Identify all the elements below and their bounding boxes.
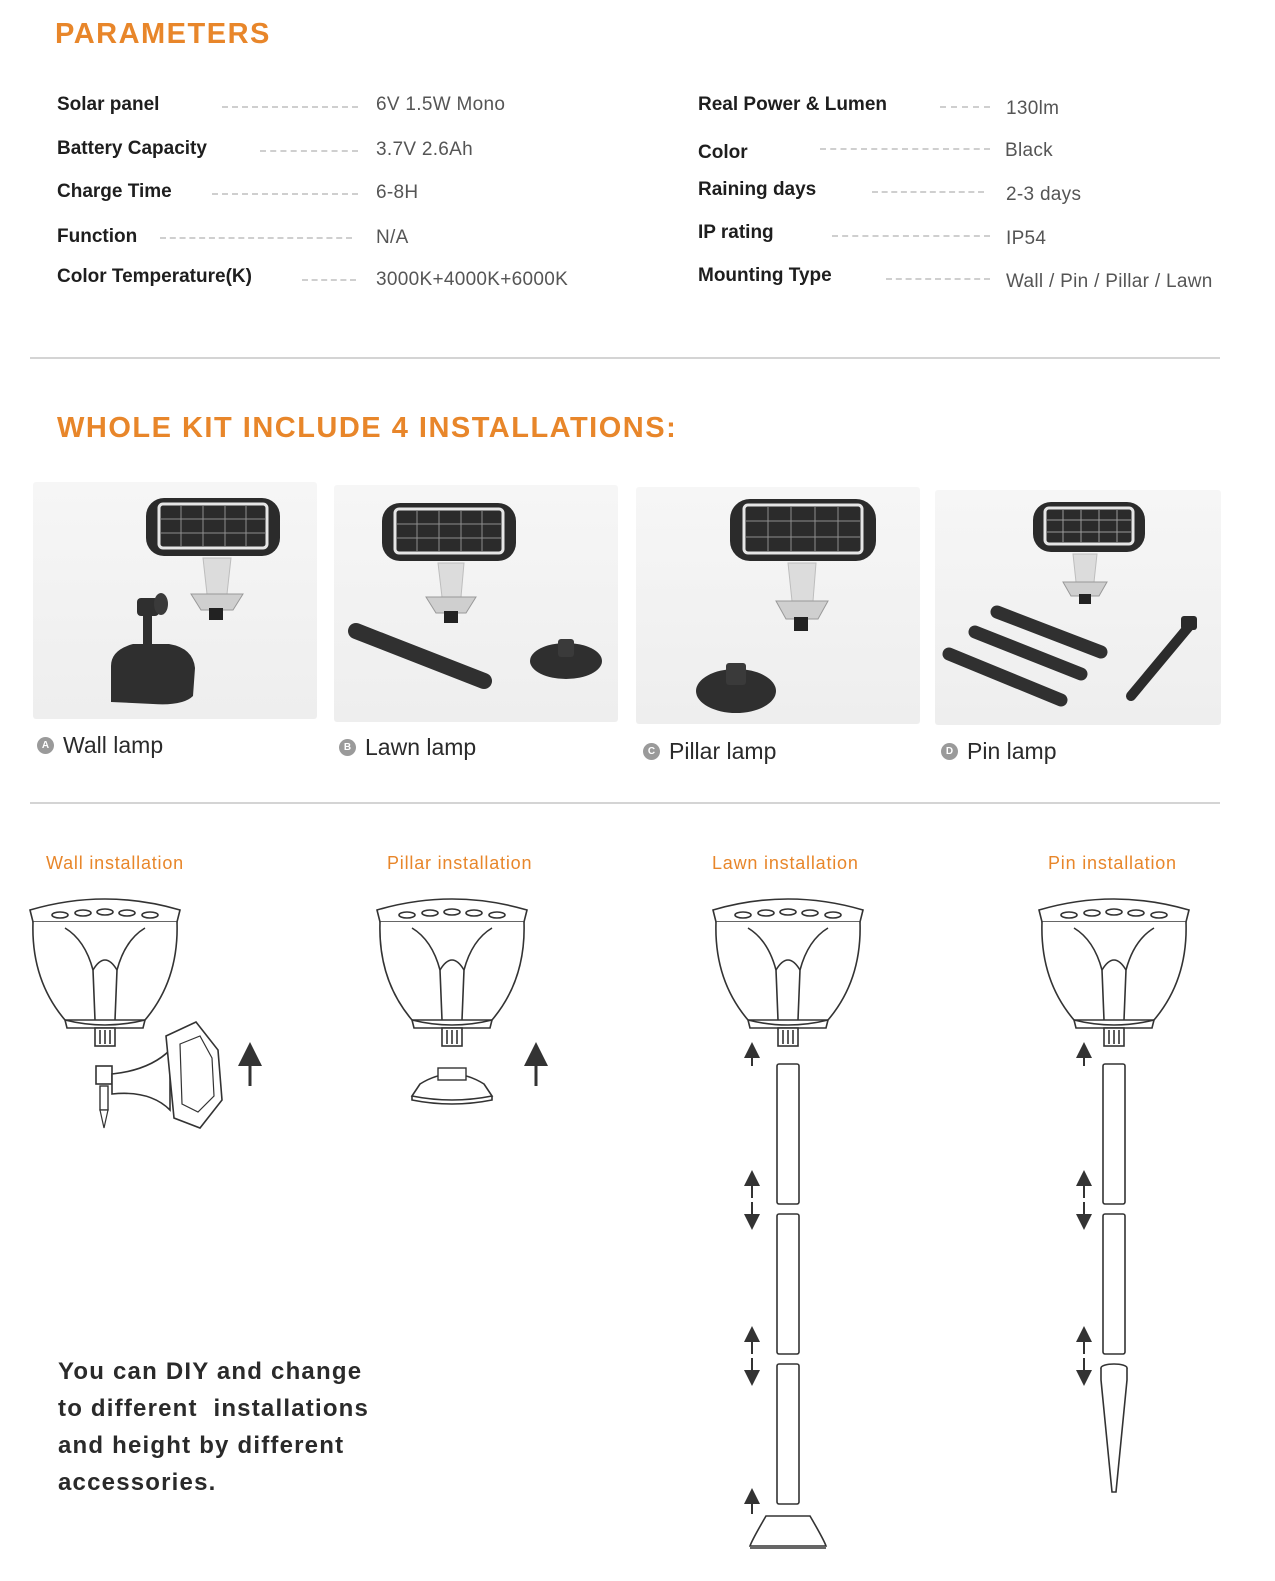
diy-line: You can DIY and change	[58, 1358, 363, 1385]
wall-installation-label: Wall installation	[46, 853, 184, 873]
kit-heading: WHOLE KIT INCLUDE 4 INSTALLATIONS:	[57, 412, 678, 444]
badge-a-icon: A	[37, 737, 54, 754]
diy-line: to different installations	[58, 1395, 370, 1422]
lawn-installation-diagram	[713, 899, 863, 1548]
param-value-solar-panel: 6V 1.5W Mono	[376, 94, 506, 115]
wall-installation-diagram	[30, 899, 250, 1128]
diy-line: accessories.	[58, 1469, 217, 1496]
param-value-raining-days: 2-3 days	[1006, 184, 1082, 205]
param-label-solar-panel: Solar panel	[57, 94, 160, 115]
param-value-mounting-type: Wall / Pin / Pillar / Lawn	[1006, 271, 1213, 292]
diy-line: and height by different	[58, 1432, 345, 1459]
kit-label-pin-lamp: Pin lamp	[967, 738, 1057, 764]
param-label-color: Color	[698, 142, 748, 163]
param-label-real-power-lumen: Real Power & Lumen	[698, 94, 887, 115]
kit-label-lawn-lamp: Lawn lamp	[365, 734, 477, 760]
pin-installation-diagram	[1039, 899, 1189, 1492]
param-value-color-temperature: 3000K+4000K+6000K	[376, 269, 569, 290]
kit-label-wall-lamp: Wall lamp	[63, 732, 164, 758]
diy-description	[58, 1353, 369, 1501]
param-label-mounting-type: Mounting Type	[698, 265, 832, 286]
pin-installation-label: Pin installation	[1048, 853, 1177, 873]
param-value-function: N/A	[376, 227, 409, 248]
param-value-charge-time: 6-8H	[376, 182, 419, 203]
param-label-raining-days: Raining days	[698, 179, 817, 200]
pillar-installation-label: Pillar installation	[387, 853, 533, 873]
param-label-charge-time: Charge Time	[57, 181, 172, 202]
param-value-color: Black	[1005, 140, 1053, 161]
badge-b-icon: B	[339, 739, 356, 756]
lawn-installation-label: Lawn installation	[712, 853, 859, 873]
param-value-battery-capacity: 3.7V 2.6Ah	[376, 139, 474, 160]
param-label-function: Function	[57, 226, 138, 247]
pillar-installation-diagram	[377, 899, 536, 1104]
param-label-ip-rating: IP rating	[698, 222, 774, 243]
parameters-heading: PARAMETERS	[55, 18, 271, 50]
badge-c-icon: C	[643, 743, 660, 760]
kit-label-pillar-lamp: Pillar lamp	[669, 738, 777, 764]
param-label-color-temperature: Color Temperature(K)	[57, 266, 252, 287]
param-value-real-power-lumen: 130lm	[1006, 98, 1060, 119]
param-value-ip-rating: IP54	[1006, 228, 1047, 249]
param-label-battery-capacity: Battery Capacity	[57, 138, 207, 159]
badge-d-icon: D	[941, 743, 958, 760]
